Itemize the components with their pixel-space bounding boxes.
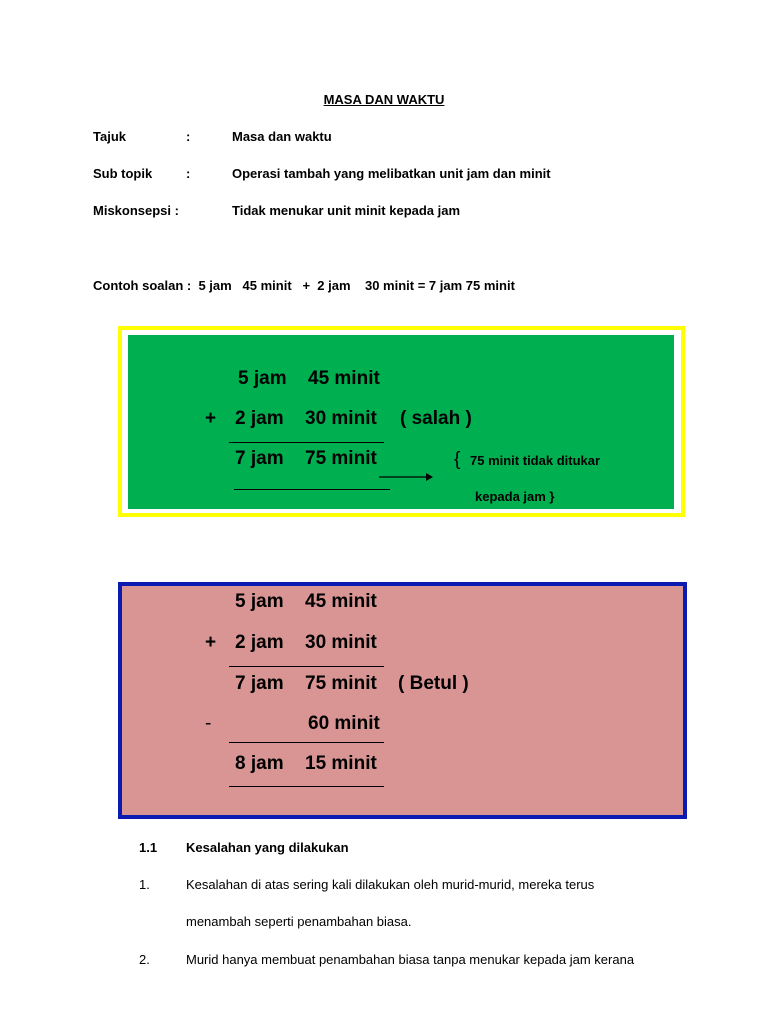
- example-question: Contoh soalan : 5 jam 45 minit + 2 jam 30 minit = 7 jam 75 minit: [93, 278, 515, 293]
- tajuk-label: Tajuk: [93, 129, 126, 144]
- wrong-row2-minit: 30 minit: [305, 408, 377, 429]
- right-verdict: ( Betul ): [398, 673, 469, 694]
- wrong-sum-line: [229, 442, 384, 443]
- wrong-row1-minit: 45 minit: [308, 368, 380, 389]
- section-number: 1.1: [139, 840, 158, 855]
- point-2-line1: Murid hanya membuat penambahan biasa tanpa menukar kepada jam kerana: [186, 952, 635, 967]
- tajuk-colon: :: [186, 129, 191, 144]
- right-row1-jam: 5 jam: [235, 591, 284, 612]
- point-1-line2: menambah seperti penambahan biasa.: [186, 914, 412, 929]
- point-1-number: 1.: [139, 877, 150, 892]
- correct-calc-box: [118, 582, 687, 819]
- subtopik-value: Operasi tambah yang melibatkan unit jam dan minit: [232, 166, 551, 181]
- miskonsepsi-label: Miskonsepsi :: [93, 203, 179, 218]
- wrong-row1-jam: 5 jam: [238, 368, 287, 389]
- wrong-result-minit: 75 minit: [305, 448, 377, 469]
- wrong-verdict: ( salah ): [400, 408, 472, 429]
- wrong-plus-sign: +: [205, 408, 217, 429]
- right-final-minit: 15 minit: [305, 753, 377, 774]
- right-sum-jam: 7 jam: [235, 673, 284, 694]
- right-row2-minit: 30 minit: [305, 632, 377, 653]
- right-row2-jam: 2 jam: [235, 632, 284, 653]
- right-sub-line: [229, 742, 384, 743]
- section-heading: Kesalahan yang dilakukan: [186, 840, 349, 855]
- point-1-line1: Kesalahan di atas sering kali dilakukan oleh murid-murid, mereka terus: [186, 877, 595, 892]
- wrong-note-brace: {: [454, 449, 461, 470]
- wrong-result-jam: 7 jam: [235, 448, 284, 469]
- subtopik-label: Sub topik: [93, 166, 153, 181]
- wrong-result-underline: [234, 489, 390, 490]
- page-title: MASA DAN WAKTU: [323, 92, 445, 107]
- wrong-note-line1: 75 minit tidak ditukar: [470, 453, 601, 468]
- right-sum-line: [229, 666, 384, 667]
- right-final-jam: 8 jam: [235, 753, 284, 774]
- right-row1-minit: 45 minit: [305, 591, 377, 612]
- arrow-icon: [378, 470, 434, 484]
- right-minus-sign: -: [205, 713, 212, 734]
- right-plus-sign: +: [205, 632, 217, 653]
- right-sum-minit: 75 minit: [305, 673, 377, 694]
- right-sub-minit: 60 minit: [308, 713, 380, 734]
- wrong-row2-jam: 2 jam: [235, 408, 284, 429]
- miskonsepsi-value: Tidak menukar unit minit kepada jam: [232, 203, 461, 218]
- tajuk-value: Masa dan waktu: [232, 129, 332, 144]
- wrong-note-line2: kepada jam }: [475, 489, 555, 504]
- right-final-underline: [229, 786, 384, 787]
- point-2-number: 2.: [139, 952, 150, 967]
- subtopik-colon: :: [186, 166, 191, 181]
